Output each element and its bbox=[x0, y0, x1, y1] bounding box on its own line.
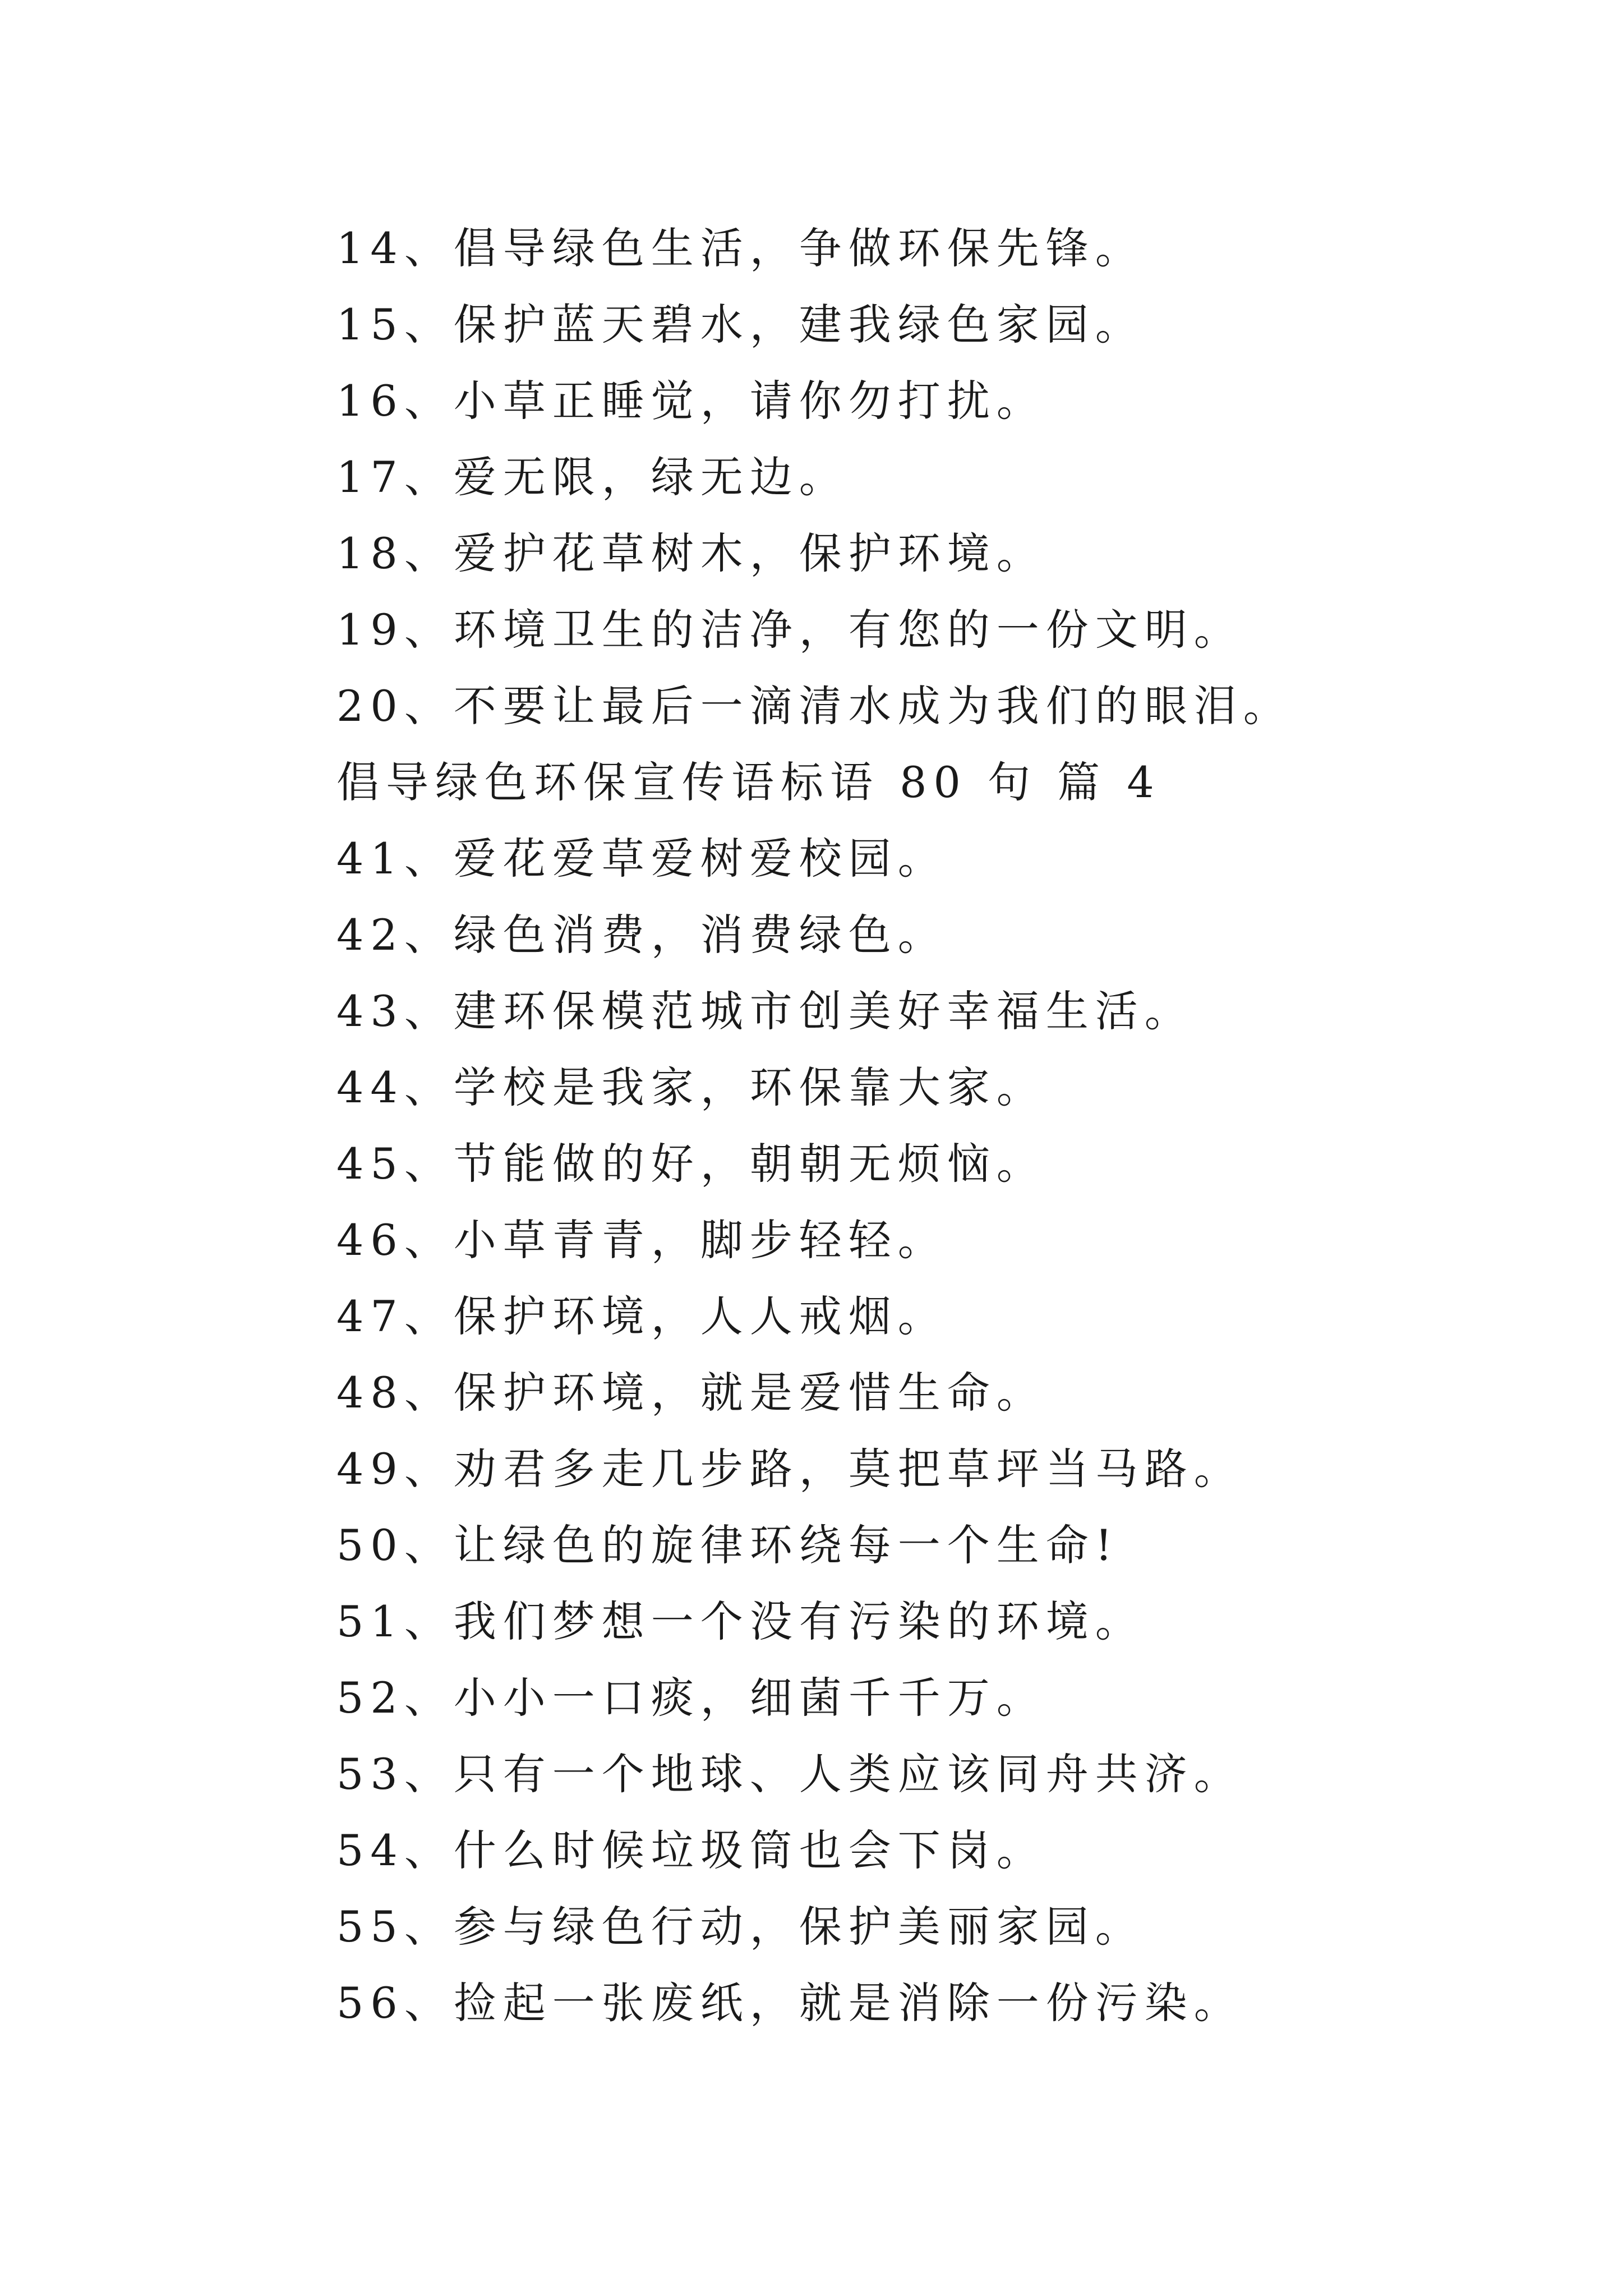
slogan-line: 54、什么时候垃圾筒也会下岗。 bbox=[336, 1825, 1046, 1875]
slogan-line: 50、让绿色的旋律环绕每一个生命! bbox=[336, 1520, 1119, 1570]
slogan-line: 14、倡导绿色生活，争做环保先锋。 bbox=[336, 223, 1145, 273]
slogan-line: 52、小小一口痰，细菌千千万。 bbox=[336, 1673, 1046, 1723]
slogan-line: 43、建环保模范城市创美好幸福生活。 bbox=[336, 986, 1194, 1036]
document-body bbox=[336, 210, 1542, 2041]
slogan-line: 20、不要让最后一滴清水成为我们的眼泪。 bbox=[336, 681, 1293, 731]
slogan-line: 19、环境卫生的洁净，有您的一份文明。 bbox=[336, 605, 1243, 655]
slogan-line: 48、保护环境，就是爱惜生命。 bbox=[336, 1368, 1046, 1418]
slogan-line: 55、参与绿色行动，保护美丽家园。 bbox=[336, 1902, 1145, 1952]
slogan-line: 15、保护蓝天碧水，建我绿色家园。 bbox=[336, 300, 1145, 349]
slogan-line: 17、爱无限，绿无边。 bbox=[336, 452, 849, 502]
slogan-line: 46、小草青青，脚步轻轻。 bbox=[336, 1215, 947, 1265]
slogan-line: 49、劝君多走几步路，莫把草坪当马路。 bbox=[336, 1444, 1243, 1494]
slogan-line: 45、节能做的好，朝朝无烦恼。 bbox=[336, 1139, 1046, 1189]
slogan-line: 41、爱花爱草爱树爱校园。 bbox=[336, 834, 947, 884]
slogan-line: 44、学校是我家，环保靠大家。 bbox=[336, 1062, 1046, 1112]
slogan-line: 42、绿色消费，消费绿色。 bbox=[336, 910, 947, 960]
slogan-line: 56、捡起一张废纸，就是消除一份污染。 bbox=[336, 1978, 1243, 2028]
section-heading: 倡导绿色环保宣传语标语 80 句 篇 4 bbox=[336, 757, 1161, 807]
slogan-line: 47、保护环境，人人戒烟。 bbox=[336, 1291, 947, 1341]
slogan-line: 51、我们梦想一个没有污染的环境。 bbox=[336, 1596, 1145, 1646]
slogan-line: 53、只有一个地球、人类应该同舟共济。 bbox=[336, 1749, 1243, 1799]
slogan-line: 16、小草正睡觉，请你勿打扰。 bbox=[336, 376, 1046, 426]
slogan-line: 18、爱护花草树木，保护环境。 bbox=[336, 528, 1046, 578]
